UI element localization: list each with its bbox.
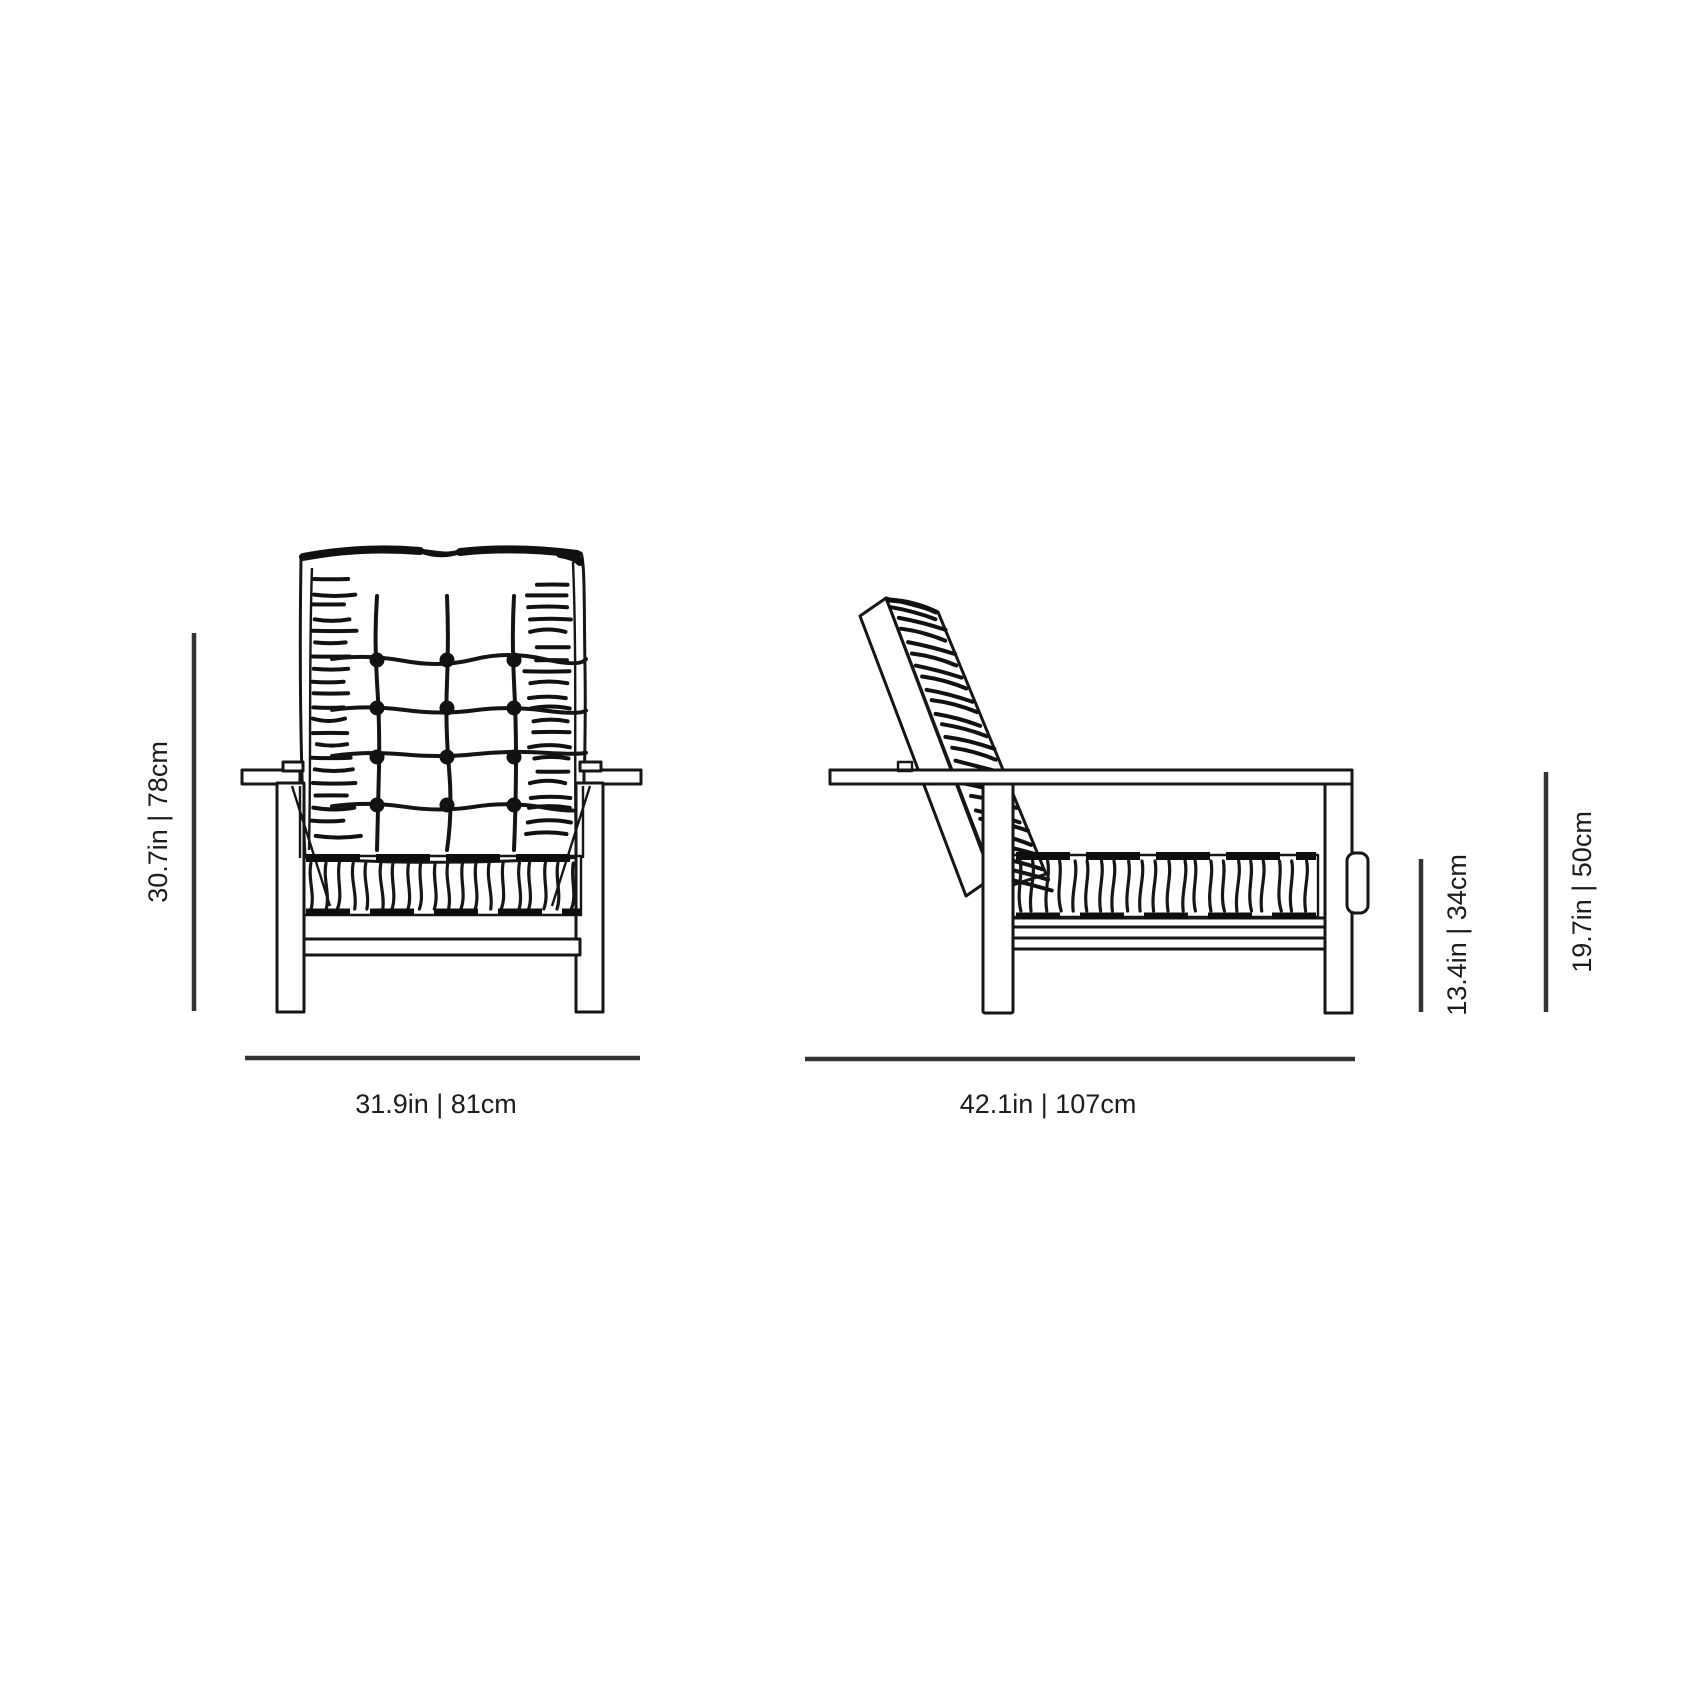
sketch-stroke [530, 619, 571, 620]
sketch-stroke [315, 619, 350, 621]
tuft-button [440, 701, 455, 716]
sketch-stroke [1261, 861, 1264, 911]
tuft-button [370, 653, 385, 668]
sketch-stroke [317, 744, 347, 745]
front-width-label: 31.9in | 81cm [355, 1089, 517, 1119]
sketch-stroke [312, 682, 344, 683]
sketch-stroke [1127, 861, 1129, 911]
sketch-stroke [531, 797, 571, 798]
sketch-stroke [1112, 861, 1115, 911]
sketch-stroke [314, 595, 355, 596]
sketch-stroke [571, 863, 573, 909]
sketch-stroke [501, 863, 503, 909]
sketch-stroke [1046, 861, 1048, 911]
sketch-stroke [1183, 861, 1186, 911]
sketch-stroke [408, 863, 410, 909]
tuft-button [507, 701, 522, 716]
tuft-button [440, 653, 455, 668]
sketch-stroke [1140, 861, 1143, 911]
sketch-stroke [1279, 861, 1281, 911]
sketch-stroke [1059, 861, 1061, 911]
sketch-stroke [337, 863, 339, 909]
side-front-leg [983, 784, 1013, 1013]
sketch-stroke [313, 783, 356, 784]
sketch-stroke [316, 836, 361, 838]
sketch-stroke [1073, 861, 1076, 911]
sketch-stroke [392, 863, 394, 909]
sketch-stroke [325, 863, 327, 909]
sketch-stroke [1194, 861, 1196, 911]
front-right-arm-bracket [580, 762, 601, 771]
sketch-stroke [534, 720, 568, 722]
sketch-stroke [544, 863, 546, 909]
sketch-stroke [529, 697, 566, 698]
sketch-stroke [315, 642, 346, 643]
side-depth-label: 42.1in | 107cm [959, 1089, 1137, 1119]
tuft-button [370, 750, 385, 765]
sketch-stroke [1250, 861, 1252, 911]
sketch-stroke [461, 863, 463, 909]
side-cushion-tie [1347, 853, 1368, 913]
front-seat-pleats [306, 858, 580, 912]
side-lower-rail [995, 938, 1352, 949]
sketch-stroke [557, 863, 559, 909]
sketch-stroke [1086, 861, 1088, 911]
sketch-stroke [447, 863, 449, 909]
sketch-stroke [1236, 861, 1239, 911]
side-seat-height-label: 13.4in | 34cm [1442, 854, 1472, 1016]
sketch-stroke [1100, 861, 1102, 911]
tuft-button [370, 798, 385, 813]
sketch-stroke [1222, 861, 1224, 911]
sketch-stroke [526, 832, 566, 834]
side-arm-height-label: 19.7in | 50cm [1567, 811, 1597, 973]
sketch-stroke [528, 820, 571, 822]
sketch-stroke [434, 863, 436, 909]
sketch-stroke [1290, 861, 1292, 911]
front-bottom-rail [304, 939, 580, 955]
sketch-stroke [352, 863, 355, 909]
sketch-stroke [314, 669, 348, 670]
sketch-stroke [519, 863, 521, 909]
sketch-stroke [530, 681, 567, 683]
tuft-button [440, 798, 455, 813]
sketch-stroke [1167, 861, 1169, 911]
front-height-label: 30.7in | 78cm [143, 741, 173, 903]
side-view-drawing [830, 598, 1368, 1013]
sketch-stroke [310, 863, 312, 909]
tuft-button [370, 701, 385, 716]
sketch-stroke [1019, 861, 1021, 911]
tuft-button [507, 798, 522, 813]
sketch-stroke [488, 863, 491, 909]
tuft-button [440, 750, 455, 765]
sketch-stroke [534, 757, 568, 759]
sketch-stroke [529, 745, 570, 747]
front-seat-cushion [304, 856, 581, 915]
side-seat-pleats [1016, 856, 1316, 916]
front-view-drawing [242, 549, 641, 1012]
sketch-stroke [475, 863, 477, 909]
sketch-stroke [1210, 861, 1212, 911]
tuft-button [507, 653, 522, 668]
sketch-stroke [1305, 861, 1308, 911]
sketch-stroke [419, 863, 421, 909]
sketch-stroke [315, 769, 353, 771]
sketch-stroke [380, 863, 383, 909]
sketch-stroke [312, 821, 344, 822]
sketch-stroke [529, 863, 531, 909]
sketch-stroke [365, 863, 368, 909]
sketch-stroke [1153, 861, 1156, 911]
sketch-stroke [528, 607, 567, 608]
front-left-arm-bracket [283, 762, 303, 771]
tuft-button [507, 750, 522, 765]
